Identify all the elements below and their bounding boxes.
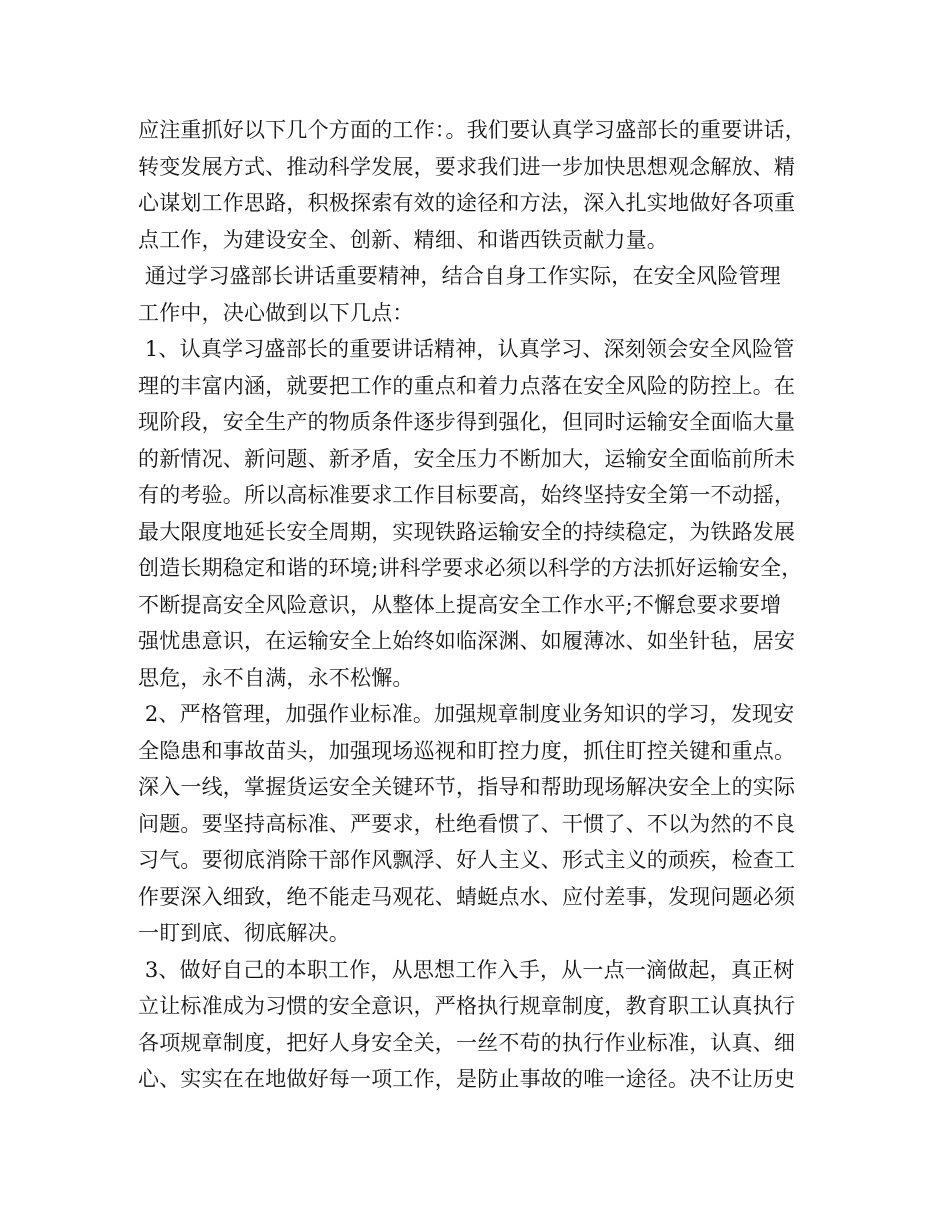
text-line: 2、严格管理，加强作业标准。加强规章制度业务知识的学习，发现安 [138, 702, 795, 726]
text-line: 1、认真学习盛部长的重要讲话精神，认真学习、深刻领会安全风险管 [138, 337, 795, 361]
text-line: 创造长期稳定和谐的环境;讲科学要求必须以科学的方法抓好运输安全， [138, 556, 803, 580]
paragraph-point-3 [138, 952, 828, 1098]
text-line: 现阶段，安全生产的物质条件逐步得到强化，但同时运输安全面临大量 [138, 410, 796, 434]
text-line: 全隐患和事故苗头，加强现场巡视和盯控力度，抓住盯控关键和重点。 [138, 738, 796, 763]
document-body [138, 112, 828, 1098]
text-line: 立让标准成为习惯的安全意识，严格执行规章制度，教育职工认真执行 [138, 994, 796, 1018]
paragraph-study [138, 258, 828, 331]
text-line: 问题。要坚持高标准、严要求，杜绝看惯了、干惯了、不以为然的不良 [138, 811, 796, 836]
paragraph-intro [138, 112, 828, 258]
text-line: 工作中，决心做到以下几点： [138, 300, 414, 325]
text-line: 强忧患意识，在运输安全上始终如临深渊、如履薄冰、如坐针毡，居安 [138, 629, 796, 653]
text-line: 深入一线，掌握货运安全关键环节，指导和帮助现场解决安全上的实际 [138, 775, 796, 799]
text-line: 通过学习盛部长讲话重要精神，结合自身工作实际，在安全风险管理 [138, 264, 781, 288]
paragraph-point-2 [138, 696, 828, 952]
text-line: 理的丰富内涵，就要把工作的重点和着力点落在安全风险的防控上。在 [138, 373, 796, 398]
text-line: 各项规章制度，把好人身安全关，一丝不苟的执行作业标准，认真、细 [138, 1030, 796, 1055]
text-line: 一盯到底、彻底解决。 [138, 921, 350, 945]
text-line: 点工作，为建设安全、创新、精细、和谐西铁贡献力量。 [138, 227, 668, 252]
text-line: 不断提高安全风险意识，从整体上提高安全工作水平;不懈怠要求要增 [138, 592, 782, 617]
text-line: 心谋划工作思路，积极探索有效的途径和方法，深入扎实地做好各项重 [138, 191, 796, 215]
text-line: 转变发展方式、推动科学发展，要求我们进一步加快思想观念解放、精 [138, 154, 796, 179]
text-line: 3、做好自己的本职工作，从思想工作入手，从一点一滴做起，真正树 [138, 957, 795, 982]
text-line: 作要深入细致，绝不能走马观花、蜻蜓点水、应付差事，发现问题必须 [138, 884, 796, 909]
text-line: 思危，永不自满，永不松懈。 [138, 665, 414, 690]
text-line: 的新情况、新问题、新矛盾，安全压力不断加大，运输安全面临前所未 [138, 446, 796, 471]
text-line: 习气。要彻底消除干部作风飘浮、好人主义、形式主义的顽疾，检查工 [138, 848, 796, 872]
text-line: 应注重抓好以下几个方面的工作：。我们要认真学习盛部长的重要讲话， [138, 118, 806, 142]
text-line: 心、实实在在地做好每一项工作，是防止事故的唯一途径。决不让历史 [138, 1067, 796, 1091]
text-line: 有的考验。所以高标准要求工作目标要高，始终坚持安全第一不动摇， [138, 483, 796, 507]
paragraph-point-1 [138, 331, 828, 696]
text-line: 最大限度地延长安全周期，实现铁路运输安全的持续稳定，为铁路发展 [138, 519, 796, 544]
